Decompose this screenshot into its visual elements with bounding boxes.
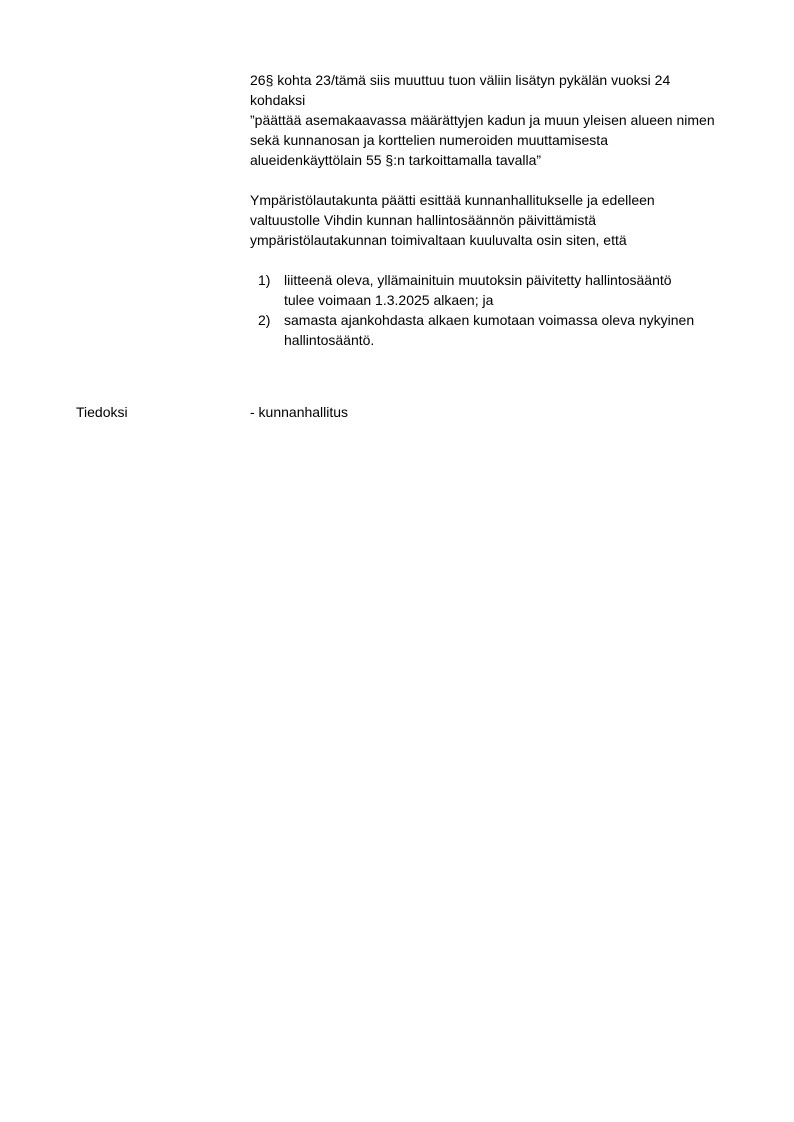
list-item-line: hallintosääntö. xyxy=(284,332,375,348)
intro-line: ”päättää asemakaavassa määrättyjen kadun ja muun yleisen alueen nimen xyxy=(250,112,715,128)
list-item xyxy=(250,310,740,350)
intro-paragraph xyxy=(250,70,740,170)
decision-list xyxy=(250,270,740,350)
list-item-line: liitteenä oleva, yllämainituin muutoksin päivitetty hallintosääntö xyxy=(284,272,672,288)
intro-line: sekä kunnanosan ja korttelien numeroiden muuttamisesta xyxy=(250,132,608,148)
list-marker: 2) xyxy=(258,312,271,328)
decision-line: Ympäristölautakunta päätti esittää kunnanhallitukselle ja edelleen xyxy=(250,192,655,208)
distribution-label: Tiedoksi xyxy=(76,404,128,420)
list-item xyxy=(250,270,740,310)
list-marker: 1) xyxy=(258,272,271,288)
intro-line: alueidenkäyttölain 55 §:n tarkoittamalla tavalla” xyxy=(250,152,542,168)
decision-line: valtuustolle Vihdin kunnan hallintosäännön päivittämistä xyxy=(250,212,597,228)
decision-paragraph xyxy=(250,190,740,250)
decision-line: ympäristölautakunnan toimivaltaan kuuluvalta osin siten, että xyxy=(250,232,627,248)
intro-line: kohdaksi xyxy=(250,92,306,108)
paragraph-spacer xyxy=(250,250,740,270)
distribution-value: - kunnanhallitus xyxy=(250,404,349,420)
list-item-line: tulee voimaan 1.3.2025 alkaen; ja xyxy=(284,292,494,308)
body-column xyxy=(250,70,740,350)
intro-line: 26§ kohta 23/tämä siis muuttuu tuon väliin lisätyn pykälän vuoksi 24 xyxy=(250,72,671,88)
paragraph-spacer xyxy=(250,170,740,190)
list-item-line: samasta ajankohdasta alkaen kumotaan voimassa oleva nykyinen xyxy=(284,312,695,328)
